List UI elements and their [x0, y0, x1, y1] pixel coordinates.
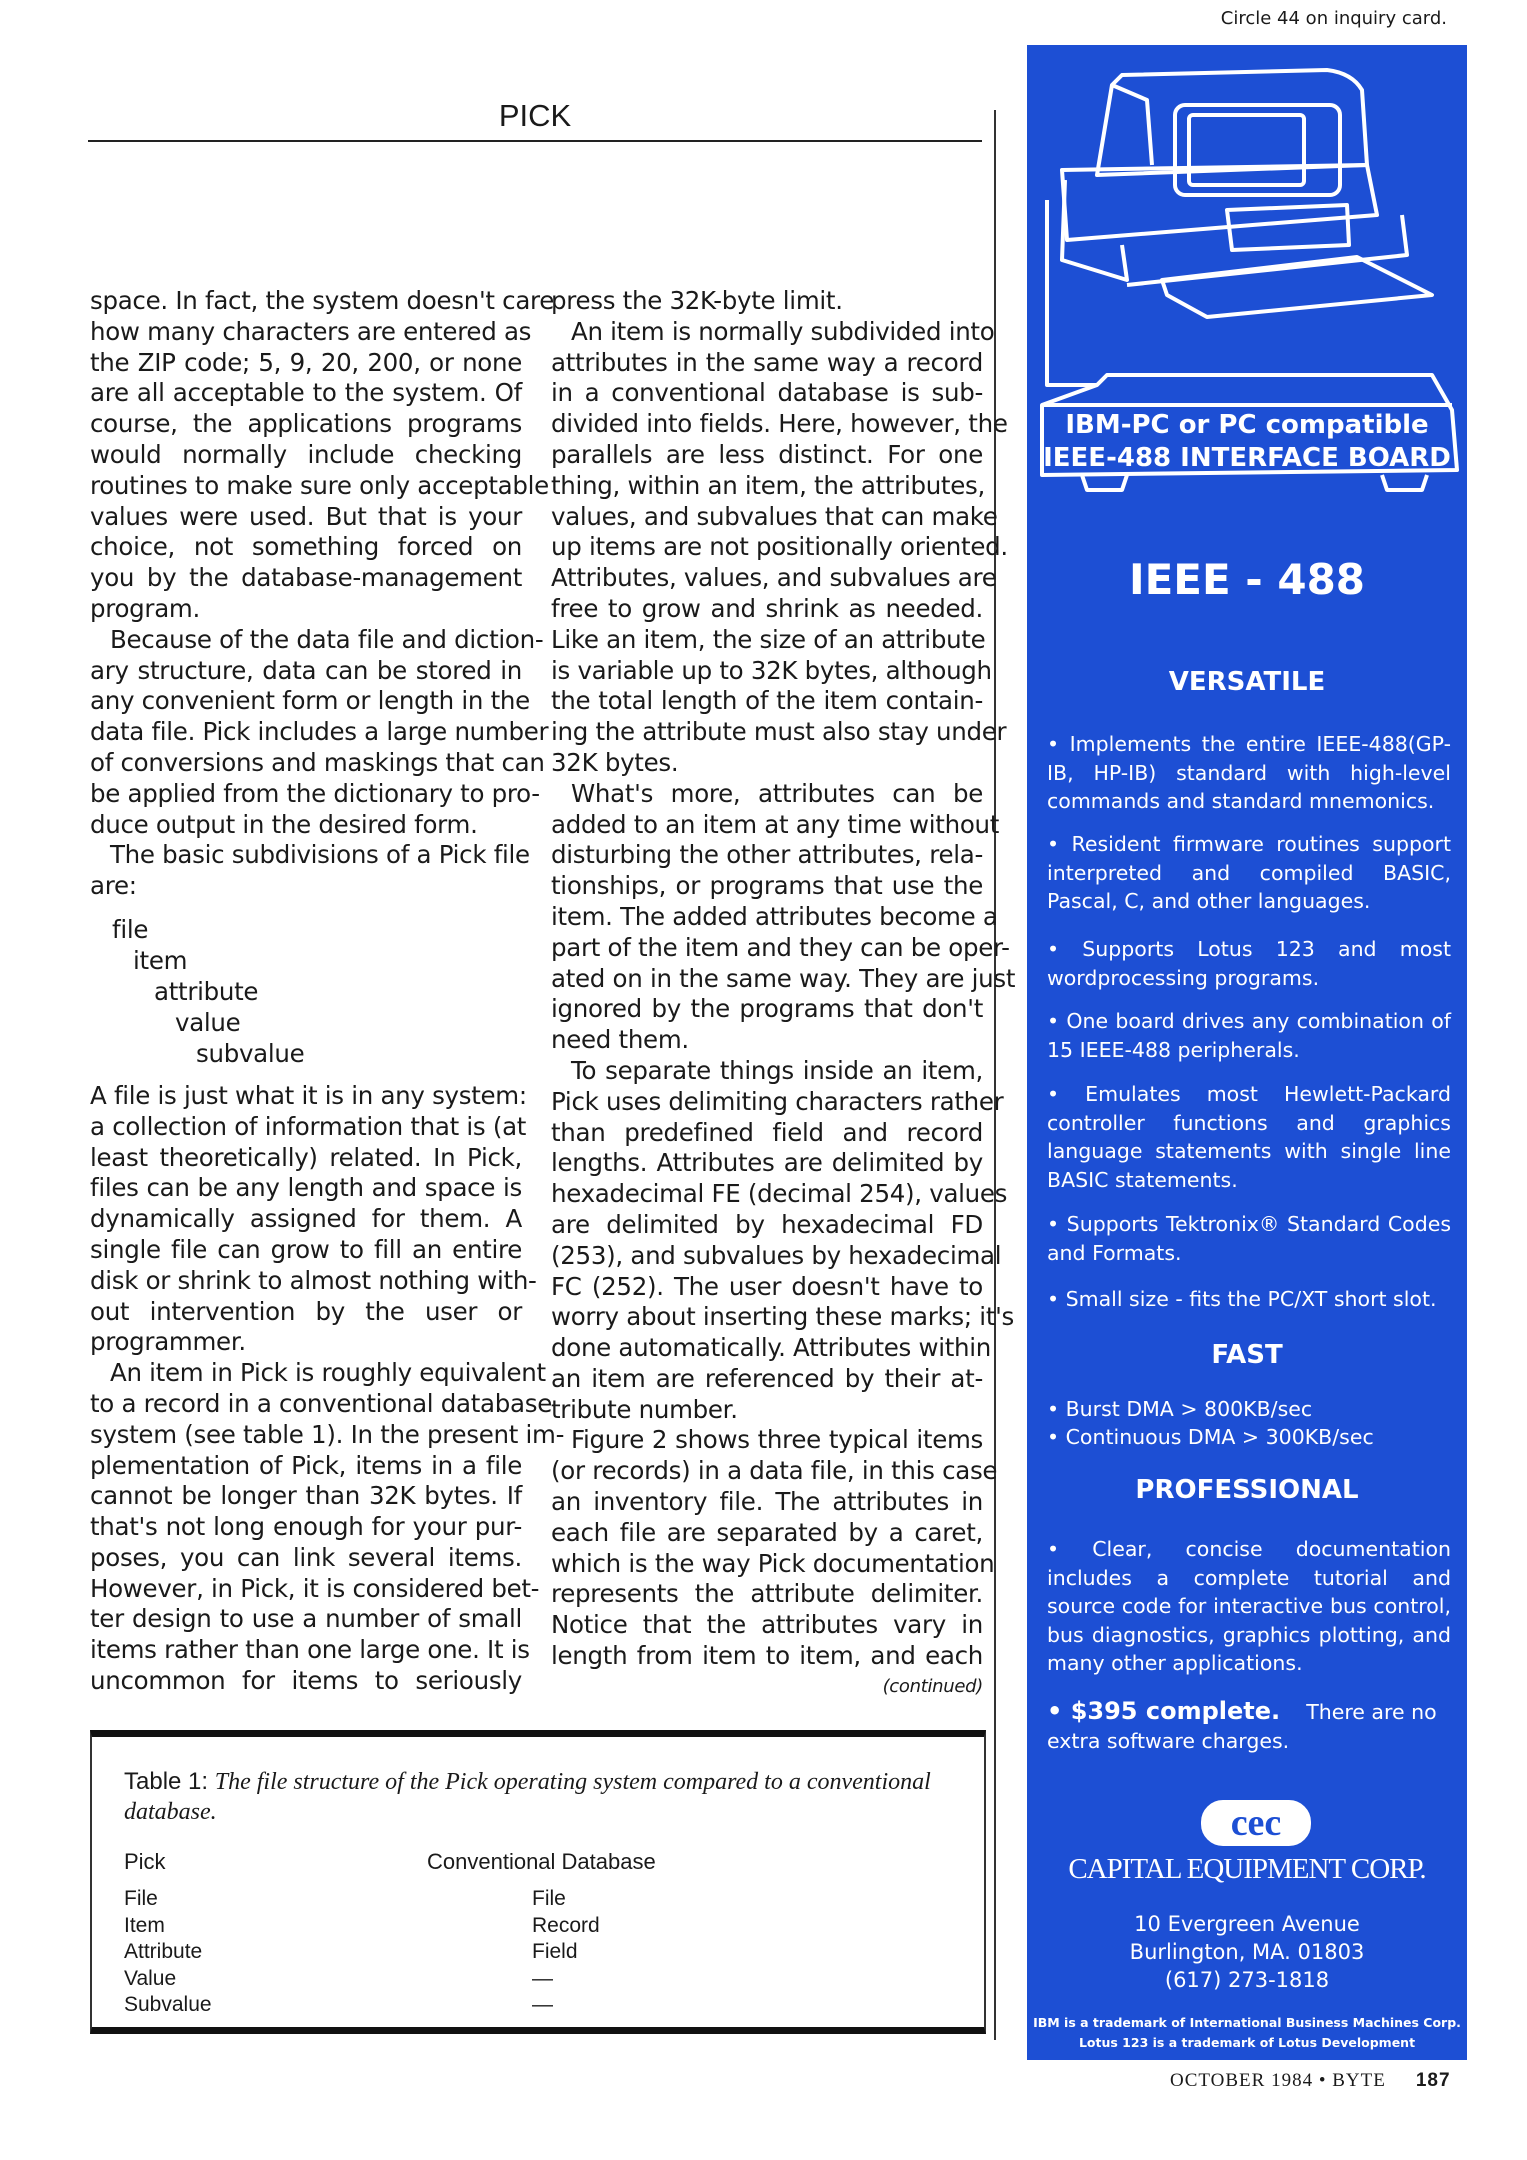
text-line: are all acceptable to the system. Of	[90, 378, 522, 408]
text-line: would normally include checking	[90, 439, 522, 469]
issue-label: OCTOBER 1984 • BYTE	[1170, 2070, 1386, 2091]
text-line: Notice that the attributes vary in	[551, 1610, 983, 1640]
ad-section-fast: FAST	[1211, 1340, 1283, 1370]
text-line: ter design to use a number of small	[90, 1604, 522, 1634]
table-cell-pick: Value	[124, 1966, 177, 1990]
ad-product-label: IEEE - 488	[1128, 555, 1366, 604]
text-line: A file is just what it is in any system:	[90, 1080, 527, 1110]
text-line: (continued)	[882, 1675, 983, 1697]
ad-section-versatile: VERSATILE	[1168, 667, 1326, 697]
page-footer	[1170, 2070, 1451, 2092]
text-line: each file are separated by a caret,	[551, 1517, 983, 1547]
text-line: done automatically. Attributes within	[551, 1333, 991, 1363]
table-cell-conventional: File	[532, 1887, 566, 1910]
inquiry-note: Circle 44 on inquiry card.	[1220, 8, 1447, 29]
text-line: What's more, attributes can be	[571, 778, 983, 808]
text-line: values, and subvalues that can make	[551, 501, 998, 531]
text-line: The basic subdivisions of a Pick file	[110, 840, 530, 870]
text-line: any convenient form or length in the	[90, 686, 530, 716]
text-line: of conversions and maskings that can	[90, 747, 545, 777]
ad-street: 10 Evergreen Avenue	[1134, 1912, 1360, 1936]
text-line: you by the database-management	[90, 563, 522, 593]
text-line: attributes in the same way a record	[551, 347, 983, 377]
ad-address	[1027, 1910, 1467, 1994]
ad-trademark-lotus: Lotus 123 is a trademark of Lotus Development	[1078, 2035, 1416, 2050]
text-line: programmer.	[90, 1327, 246, 1357]
text-line: are delimited by hexadecimal FD	[551, 1209, 983, 1239]
ad-professional-item: • Clear, concise documentation includes a complete tutorial and source code for interactive bus control, bus diagnostics, graphics plotting, and many other applications.	[1047, 1537, 1451, 1675]
text-line: an item are referenced by their at-	[551, 1363, 983, 1393]
table-cell-pick: File	[124, 1887, 158, 1910]
text-line: ary structure, data can be stored in	[90, 655, 522, 685]
header-rule	[88, 140, 982, 142]
page-number: 187	[1415, 2070, 1451, 2091]
text-line: be applied from the dictionary to pro-	[90, 778, 540, 808]
table-caption-text: The file structure of the Pick operating system compared to a conventional database.	[124, 1769, 931, 1825]
ad-feature-item: • Small size - fits the PC/XT short slot.	[1047, 1287, 1437, 1311]
text-line: parallels are less distinct. For one	[551, 439, 983, 469]
table-cell-conventional: —	[532, 1966, 553, 1990]
text-line: is variable up to 32K bytes, although	[551, 655, 992, 685]
cec-logo: cec	[1201, 1800, 1311, 1846]
ad-trademark-ibm: IBM is a trademark of International Business Machines Corp.	[1033, 2015, 1461, 2030]
table-1	[90, 1730, 986, 2034]
text-line: program.	[90, 593, 200, 623]
hierarchy-item: attribute	[154, 976, 259, 1006]
ad-feature-item: • Emulates most Hewlett-Packard controller functions and graphics language statements with single line BASIC statements.	[1047, 1082, 1451, 1192]
text-line: FC (252). The user doesn't have to	[551, 1271, 983, 1301]
text-line: Attributes, values, and subvalues are	[551, 563, 997, 593]
text-line: a collection of information that is (at	[90, 1111, 527, 1141]
column-divider	[994, 110, 996, 2040]
text-line: ated on in the same way. They are just	[551, 963, 1016, 993]
text-line: tribute number.	[551, 1394, 738, 1424]
ad-phone: (617) 273-1818	[1164, 1968, 1330, 1992]
text-line: plementation of Pick, items in a file	[90, 1450, 522, 1480]
ad-feature-item: • Supports Lotus 123 and most wordprocessing programs.	[1047, 937, 1451, 990]
text-line: the ZIP code; 5, 9, 20, 200, or none	[90, 347, 522, 377]
text-line: course, the applications programs	[90, 409, 522, 439]
text-line: ignored by the programs that don't	[551, 994, 983, 1024]
text-line: routines to make sure only acceptable	[90, 470, 549, 500]
table-header-conventional: Conventional Database	[427, 1849, 656, 1874]
ad-price-note: There are no extra software charges.	[1047, 1700, 1437, 1753]
text-line: length from item to item, and each	[551, 1641, 983, 1671]
ad-fast-item: • Continuous DMA > 300KB/sec	[1047, 1425, 1374, 1449]
text-line: in a conventional database is sub-	[551, 378, 983, 408]
text-line: lengths. Attributes are delimited by	[551, 1148, 983, 1178]
text-line: cannot be longer than 32K bytes. If	[90, 1481, 522, 1511]
text-line: part of the item and they can be oper-	[551, 932, 1010, 962]
text-line: However, in Pick, it is considered bet-	[90, 1573, 540, 1603]
text-line: duce output in the desired form.	[90, 809, 478, 839]
text-line: the total length of the item contain-	[551, 686, 983, 716]
page-section-title: PICK	[498, 98, 572, 133]
advertisement	[1027, 45, 1467, 2060]
text-line: worry about inserting these marks; it's	[551, 1302, 1015, 1332]
table-cell-pick: Item	[124, 1913, 165, 1937]
hierarchy-item: value	[175, 1007, 241, 1037]
text-line: item. The added attributes become a	[551, 901, 998, 931]
ad-price	[1047, 1697, 1451, 1755]
table-cell-conventional: Record	[532, 1913, 600, 1937]
hierarchy-item: item	[133, 945, 188, 975]
text-line: added to an item at any time without	[551, 809, 1000, 839]
text-line: an inventory file. The attributes in	[551, 1487, 983, 1517]
hierarchy-list	[90, 914, 522, 1069]
ad-price-amount: • $395 complete.	[1047, 1697, 1281, 1725]
text-line: dynamically assigned for them. A	[90, 1204, 522, 1234]
text-line: to a record in a conventional database	[90, 1388, 552, 1418]
table-cell-conventional: Field	[532, 1940, 578, 1963]
text-line: choice, not something forced on	[90, 532, 522, 562]
text-line: represents the attribute delimiter.	[551, 1579, 983, 1609]
text-line: disk or shrink to almost nothing with-	[90, 1265, 537, 1295]
text-line: disturbing the other attributes, rela-	[551, 840, 983, 870]
table-caption	[124, 1767, 944, 1827]
ad-feature-item: • One board drives any combination of 15 IEEE-488 peripherals.	[1047, 1009, 1451, 1062]
text-line: that's not long enough for your pur-	[90, 1512, 522, 1542]
text-line: uncommon for items to seriously	[90, 1666, 522, 1696]
text-line: An item is normally subdivided into	[571, 316, 995, 346]
text-line: press the 32K-byte limit.	[551, 286, 843, 315]
ad-feature-item: • Implements the entire IEEE-488(GP-IB, HP-IB) standard with high-level commands and standard mnemonics.	[1047, 732, 1451, 813]
ad-company-name: CAPITAL EQUIPMENT CORP.	[1068, 1853, 1426, 1885]
table-header-pick: Pick	[124, 1849, 166, 1874]
text-line: Like an item, the size of an attribute	[551, 624, 986, 654]
text-line: ing the attribute must also stay under	[551, 717, 1007, 747]
text-line: values were used. But that is your	[90, 501, 522, 531]
hierarchy-item: file	[112, 914, 149, 944]
table-label: Table 1:	[124, 1768, 209, 1795]
ad-headline-1: IBM-PC or PC compatible	[1065, 410, 1429, 440]
text-line: least theoretically) related. In Pick,	[90, 1142, 522, 1172]
text-line: poses, you can link several items.	[90, 1542, 522, 1572]
text-line: than predefined field and record	[551, 1117, 983, 1147]
ad-section-professional: PROFESSIONAL	[1135, 1475, 1359, 1505]
text-line: (253), and subvalues by hexadecimal	[551, 1240, 1002, 1270]
text-line: which is the way Pick documentation	[551, 1548, 995, 1578]
text-line: (or records) in a data file, in this case	[551, 1456, 998, 1486]
text-line: thing, within an item, the attributes,	[551, 470, 985, 500]
article-column-right	[551, 286, 1016, 1703]
table-cell-pick: Attribute	[124, 1940, 203, 1963]
table-cell-conventional: —	[532, 1993, 553, 2016]
hierarchy-item: subvalue	[196, 1038, 305, 1068]
text-line: space. In fact, the system doesn't care	[90, 286, 555, 315]
text-line: Because of the data file and diction-	[110, 624, 544, 654]
text-line: how many characters are entered as	[90, 316, 532, 346]
text-line: divided into fields. Here, however, the	[551, 409, 1008, 439]
text-line: 32K bytes.	[551, 747, 679, 777]
ad-trademarks	[1027, 2013, 1467, 2053]
text-line: An item in Pick is roughly equivalent	[110, 1358, 546, 1388]
text-line: system (see table 1). In the present im-	[90, 1419, 565, 1449]
text-line: are:	[90, 871, 137, 901]
ad-feature-item: • Supports Tektronix® Standard Codes and Formats.	[1047, 1212, 1451, 1265]
ad-city: Burlington, MA. 01803	[1129, 1940, 1365, 1964]
text-line: up items are not positionally oriented.	[551, 532, 1008, 562]
text-line: files can be any length and space is	[90, 1173, 522, 1203]
text-line: items rather than one large one. It is	[90, 1635, 530, 1665]
article-column-left	[90, 286, 565, 1697]
ad-feature-item: • Resident firmware routines support interpreted and compiled BASIC, Pascal, C, and other languages.	[1047, 832, 1451, 913]
ad-fast-item: • Burst DMA > 800KB/sec	[1047, 1397, 1313, 1421]
text-line: out intervention by the user or	[90, 1296, 522, 1326]
text-line: single file can grow to fill an entire	[90, 1234, 522, 1264]
ad-headline-2: IEEE-488 INTERFACE BOARD	[1043, 443, 1451, 473]
text-line: data file. Pick includes a large number	[90, 717, 549, 747]
text-line: Figure 2 shows three typical items	[571, 1425, 983, 1455]
text-line: tionships, or programs that use the	[551, 871, 983, 901]
text-line: free to grow and shrink as needed.	[551, 593, 983, 623]
text-line: need them.	[551, 1025, 689, 1055]
text-line: hexadecimal FE (decimal 254), values	[551, 1179, 1008, 1209]
text-line: To separate things inside an item,	[571, 1055, 983, 1085]
text-line: Pick uses delimiting characters rather	[551, 1086, 1004, 1116]
table-cell-pick: Subvalue	[124, 1993, 212, 2016]
